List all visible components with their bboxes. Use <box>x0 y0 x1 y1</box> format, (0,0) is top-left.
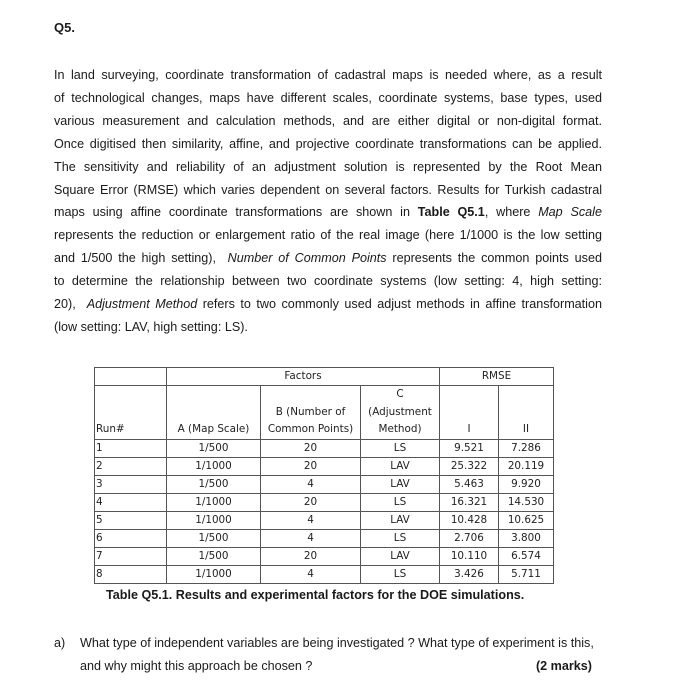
col-ii-label: II <box>522 423 530 435</box>
cell-i: 10.110 <box>440 547 499 565</box>
cell-ii: 5.711 <box>499 565 554 583</box>
col-i-label: I <box>467 423 471 435</box>
cell-b: 4 <box>261 529 361 547</box>
cell-b: 4 <box>261 475 361 493</box>
col-b-header <box>261 386 361 440</box>
cell-ii: 9.920 <box>499 475 554 493</box>
cell-a: 1/500 <box>167 439 261 457</box>
header-blank <box>95 368 167 386</box>
cell-c: LAV <box>361 511 440 529</box>
cell-run: 3 <box>95 475 167 493</box>
cell-i: 16.321 <box>440 493 499 511</box>
text-run: maps using affine coordinate transformations are shown in <box>54 205 418 220</box>
cell-run: 8 <box>95 565 167 583</box>
cell-ii: 3.800 <box>499 529 554 547</box>
cell-i: 25.322 <box>440 457 499 475</box>
cell-run: 4 <box>95 493 167 511</box>
cell-ii: 10.625 <box>499 511 554 529</box>
table-row <box>95 547 554 565</box>
cell-b: 20 <box>261 457 361 475</box>
cell-run: 5 <box>95 511 167 529</box>
paragraph-line: of technological changes, maps have different scales, coordinate systems, base types, used <box>54 90 602 105</box>
cell-c: LAV <box>361 475 440 493</box>
cell-i: 10.428 <box>440 511 499 529</box>
col-ii-header <box>499 386 554 440</box>
cell-run: 1 <box>95 439 167 457</box>
paragraph-line <box>54 293 602 316</box>
text-run: and 1/500 the high setting), <box>54 251 228 266</box>
cell-a: 1/500 <box>167 475 261 493</box>
text-run: , where <box>484 205 539 220</box>
cell-a: 1/1000 <box>167 493 261 511</box>
term-common-points: Number of Common Points <box>227 251 387 266</box>
paragraph-line: Once digitised then similarity, affine, and projective coordinate transformations can be applied. <box>54 136 602 151</box>
cell-c: LS <box>361 565 440 583</box>
paragraph-line: Square Error (RMSE) which varies dependent on several factors. Results for Turkish cadastral <box>54 182 602 197</box>
table-row <box>95 439 554 457</box>
col-a-header <box>167 386 261 440</box>
text-run: represents the common points used <box>386 251 602 266</box>
cell-run: 2 <box>95 457 167 475</box>
text-run: 20), <box>54 297 87 312</box>
cell-i: 9.521 <box>440 439 499 457</box>
col-a-label: A (Map Scale) <box>177 423 250 435</box>
table-row <box>95 529 554 547</box>
rmse-header: RMSE <box>440 368 554 386</box>
table-caption: Table Q5.1. Results and experimental factors for the DOE simulations. <box>106 588 525 602</box>
cell-a: 1/1000 <box>167 565 261 583</box>
cell-i: 2.706 <box>440 529 499 547</box>
table-row <box>95 511 554 529</box>
cell-a: 1/500 <box>167 547 261 565</box>
paragraph-line <box>54 247 602 270</box>
paragraph-line: represents the reduction or enlargement ratio of the real image (here 1/1000 is the low setting <box>54 228 602 243</box>
col-i-header <box>440 386 499 440</box>
cell-a: 1/1000 <box>167 511 261 529</box>
paragraph-line: to determine the relationship between two coordinate systems (low setting: 4, high setting: <box>54 274 602 289</box>
paragraph-line: The sensitivity and reliability of an adjustment solution is represented by the Root Mean <box>54 159 602 174</box>
col-run-label: Run# <box>96 423 125 435</box>
paragraph-line: (low setting: LAV, high setting: LS). <box>54 319 248 334</box>
paragraph-line: various measurement and calculation methods, and are either digital or non-digital format. <box>54 113 602 128</box>
table-body <box>95 439 554 583</box>
table-reference: Table Q5.1 <box>417 205 485 220</box>
factors-header: Factors <box>167 368 440 386</box>
cell-c: LS <box>361 439 440 457</box>
cell-c: LS <box>361 493 440 511</box>
col-c-label-1: C <box>396 388 404 400</box>
cell-b: 20 <box>261 547 361 565</box>
paragraph-line: In land surveying, coordinate transformation of cadastral maps is needed where, as a result <box>54 68 602 82</box>
text-run: refers to two commonly used adjust methods in affine transformation <box>197 297 602 312</box>
cell-c: LAV <box>361 457 440 475</box>
cell-ii: 7.286 <box>499 439 554 457</box>
question-paragraph <box>54 64 602 339</box>
col-b-label-2: Common Points) <box>267 423 354 435</box>
question-number: Q5. <box>54 20 75 35</box>
cell-run: 7 <box>95 547 167 565</box>
cell-ii: 6.574 <box>499 547 554 565</box>
col-c-label-3: Method) <box>378 423 422 435</box>
term-map-scale: Map Scale <box>538 205 602 220</box>
cell-c: LS <box>361 529 440 547</box>
cell-a: 1/500 <box>167 529 261 547</box>
cell-a: 1/1000 <box>167 457 261 475</box>
question-a-label: a) <box>54 636 66 650</box>
cell-i: 3.426 <box>440 565 499 583</box>
cell-ii: 20.119 <box>499 457 554 475</box>
col-run-header <box>95 386 167 440</box>
cell-ii: 14.530 <box>499 493 554 511</box>
table-row <box>95 565 554 583</box>
table-row <box>95 457 554 475</box>
term-adjustment-method: Adjustment Method <box>86 297 198 312</box>
table-row <box>95 493 554 511</box>
cell-b: 4 <box>261 511 361 529</box>
cell-c: LAV <box>361 547 440 565</box>
question-a-marks: (2 marks) <box>535 659 592 673</box>
paragraph-line <box>54 201 602 224</box>
col-c-header <box>361 386 440 440</box>
cell-b: 20 <box>261 439 361 457</box>
cell-b: 4 <box>261 565 361 583</box>
col-b-label-1: B (Number of <box>275 405 346 418</box>
table-row <box>95 475 554 493</box>
results-table <box>94 367 554 584</box>
cell-b: 20 <box>261 493 361 511</box>
question-a-text: What type of independent variables are being investigated ? What type of experiment is this, and why might this approach be chosen ? <box>80 636 594 673</box>
cell-run: 6 <box>95 529 167 547</box>
col-c-label-2: (Adjustment <box>368 405 432 418</box>
cell-i: 5.463 <box>440 475 499 493</box>
